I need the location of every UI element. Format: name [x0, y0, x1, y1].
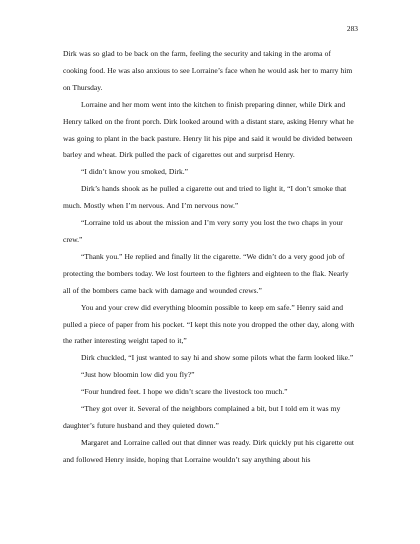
paragraph-8: Dirk chuckled, “I just wanted to say hi and show some pilots what the farm looked like.”: [81, 353, 354, 363]
page-number: 283: [346, 24, 358, 33]
paragraph-3: “I didn’t know you smoked, Dirk.”: [81, 167, 188, 177]
paragraph-1: Dirk was so glad to be back on the farm, feeling the security and taking in the aroma of cooking food. He was also anxious to see Lorraine’s face when he would ask her to marry him on Thursday.: [63, 49, 353, 92]
paragraph-2: Lorraine and her mom went into the kitchen to finish preparing dinner, while Dirk and Henry talked on the front porch. Dirk looked around with a distant stare, asking Henry what he was going to plant in the back pasture. Henry lit his pipe and said it would be divided between barley and wheat. Dirk pulled the pack of cigarettes out and surprisd Henry.: [63, 99, 354, 160]
paragraph-9: “Just how bloomin low did you fly?”: [81, 370, 195, 380]
paragraph-4: Dirk’s hands shook as he pulled a cigarette out and tried to light it, “I don’t smoke that much. Mostly when I’m nervous. And I’m nervous now.”: [63, 184, 347, 211]
paragraph-5: “Lorraine told us about the mission and I’m very sorry you lost the two chaps in your crew.”: [63, 218, 343, 244]
body-text: [63, 46, 357, 469]
paragraph-11: “They got over it. Several of the neighbors complained a bit, but I told em it was my daughter’s future husband and they quieted down.”: [63, 404, 341, 430]
paragraph-6: “Thank you.” He replied and finally lit the cigarette. “We didn’t do a very good job of protecting the bombers today. We lost fourteen to the fighters and eighteen to the flak. Nearly all of the bombers came back with damage and wounded crews.”: [63, 251, 349, 295]
paragraph-10: “Four hundred feet. I hope we didn’t scare the livestock too much.”: [81, 387, 288, 397]
paragraph-12: Margaret and Lorraine called out that dinner was ready. Dirk quickly put his cigarette out and followed Henry inside, hoping that Lorraine wouldn’t say anything about his: [63, 437, 354, 464]
paragraph-7: You and your crew did everything bloomin possible to keep em safe.” Henry said and pulled a piece of paper from his pocket. “I kept this note you dropped the other day, along with the rather interesting weight taped to it,”: [63, 302, 355, 346]
